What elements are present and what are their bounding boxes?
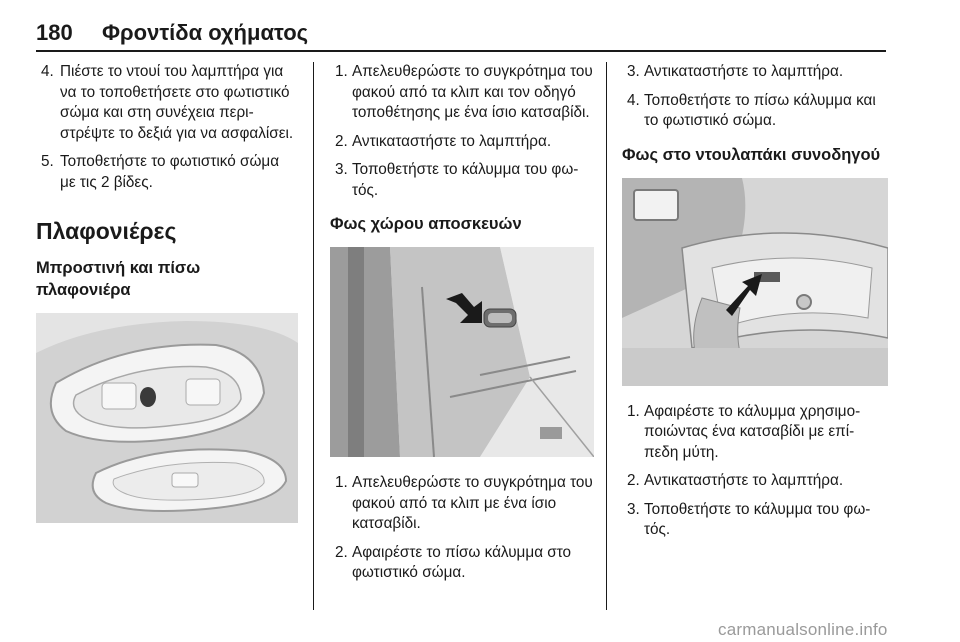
step-list xyxy=(330,62,594,201)
step-item: 2. Αντικαταστήστε το λαμπτήρα. xyxy=(627,472,844,489)
dome-light-illustration xyxy=(36,313,298,523)
chapter-title: Φροντίδα οχήματος xyxy=(102,20,309,45)
step-list xyxy=(622,402,888,541)
glovebox-light-illustration xyxy=(622,178,888,386)
cargo-light-illustration xyxy=(330,247,594,457)
step-item: 1. Απελευθερώστε το συγκρότημα του φακού από τα κλιπ με ένα ίσιο κατσαβίδι. xyxy=(335,474,593,532)
step-item: 3. Τοποθετήστε το κάλυμμα του φω- τός. xyxy=(627,500,871,538)
step-list xyxy=(330,473,594,584)
column-divider-1 xyxy=(313,62,314,610)
step-item: 4. Πιέστε το ντουί του λαμπτήρα για να το τοποθετήσετε στο φωτιστικό σώμα και στη συνέχεια περι- στρέψτε το δεξιά για να ασφαλίσει. xyxy=(41,63,294,142)
section-heading: Πλαφονιέρες xyxy=(36,218,177,244)
step-item: 3. Αντικαταστήστε το λαμπτήρα. xyxy=(627,63,844,80)
column-3 xyxy=(622,62,888,549)
subsection-heading: Μπροστινή και πίσω πλαφονιέρα xyxy=(36,259,201,299)
page-header xyxy=(36,20,886,50)
column-1 xyxy=(36,62,298,523)
step-list xyxy=(622,62,888,132)
step-item: 1. Απελευθερώστε το συγκρότημα του φακού από τα κλιπ και τον οδηγό τοποθέτησης με ένα ίσιο κατσαβίδι. xyxy=(335,63,593,121)
step-item: 1. Αφαιρέστε το κάλυμμα χρησιμο- ποιώντας ένα κατσαβίδι με επί- πεδη μύτη. xyxy=(627,402,861,461)
step-item: 2. Αφαιρέστε το πίσω κάλυμμα στο φωτιστικό σώμα. xyxy=(335,543,572,581)
step-item: 3. Τοποθετήστε το κάλυμμα του φω- τός. xyxy=(335,161,579,199)
subsection-heading: Φως στο ντουλαπάκι συνοδηγού xyxy=(622,145,881,164)
step-list xyxy=(36,62,298,193)
header-rule xyxy=(36,50,886,52)
step-item: 5. Τοποθετήστε το φωτιστικό σώμα με τις 2 βίδες. xyxy=(41,153,280,191)
page-number: 180 xyxy=(36,20,73,45)
column-2 xyxy=(330,62,594,592)
watermark: carmanualsonline.info xyxy=(718,620,888,639)
step-item: 2. Αντικαταστήστε το λαμπτήρα. xyxy=(335,132,552,150)
subsection-heading: Φως χώρου αποσκευών xyxy=(330,215,522,233)
column-divider-2 xyxy=(606,62,607,610)
step-item: 4. Τοποθετήστε το πίσω κάλυμμα και το φωτιστικό σώμα. xyxy=(627,91,876,129)
